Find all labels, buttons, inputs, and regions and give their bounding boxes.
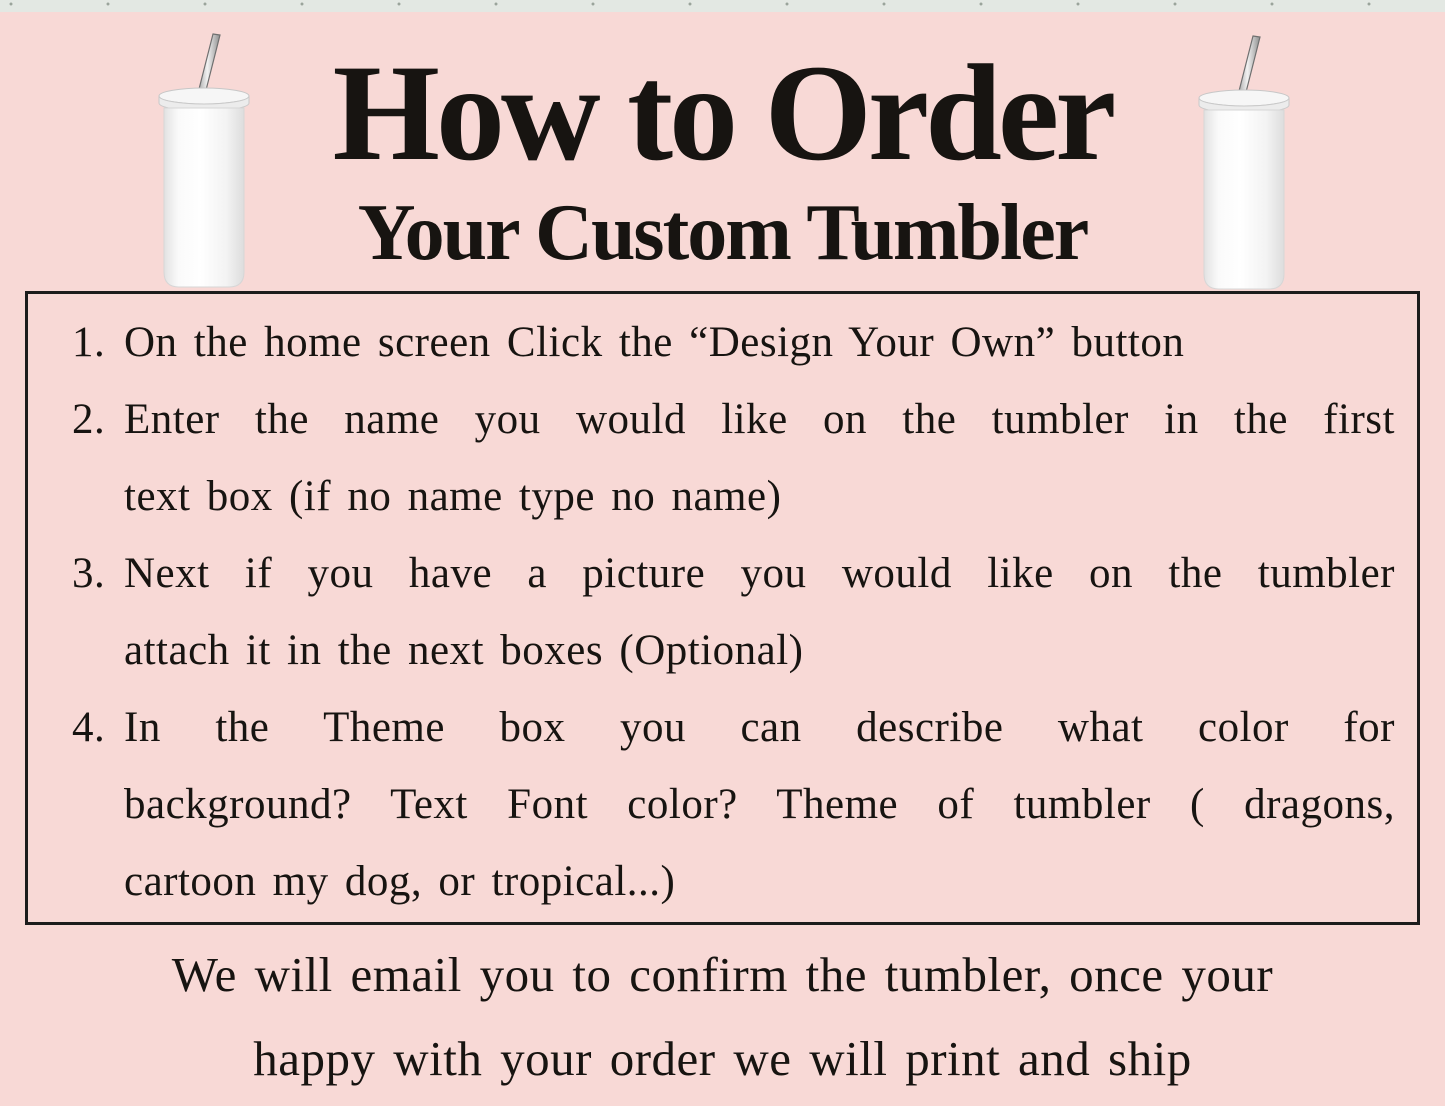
instruction-line: On the home screen Click the “Design Your Own” button xyxy=(124,319,1185,366)
instruction-line: Next if you have a picture you would like on the tumbler xyxy=(124,550,1395,597)
instruction-number: 1. xyxy=(72,319,106,366)
tumbler-body xyxy=(164,108,244,287)
footer-line-1: We will email you to confirm the tumbler, once your xyxy=(171,947,1274,1002)
footer-line-2: happy with your order we will print and ship xyxy=(253,1031,1192,1086)
instruction-line: attach it in the next boxes (Optional) xyxy=(124,627,804,674)
tumbler-icon-left xyxy=(156,32,252,290)
tumbler-icon-right xyxy=(1196,34,1292,292)
instruction-item-4 xyxy=(72,689,1395,920)
footer-note xyxy=(0,933,1445,1101)
tumbler-graphic xyxy=(1196,34,1292,292)
tumbler-graphic xyxy=(156,32,252,290)
tumbler-body xyxy=(1204,110,1284,289)
instruction-line: text box (if no name type no name) xyxy=(124,473,782,520)
instruction-item-1 xyxy=(72,304,1395,381)
instruction-item-2 xyxy=(72,381,1395,535)
instructions-box xyxy=(25,291,1420,925)
header xyxy=(0,0,1445,277)
page-title: How to Order xyxy=(332,36,1113,189)
instruction-line: cartoon my dog, or tropical...) xyxy=(124,858,676,905)
instruction-line: background? Text Font color? Theme of tumbler ( dragons, xyxy=(124,781,1395,828)
instruction-line: Enter the name you would like on the tumbler in the first xyxy=(124,396,1395,443)
instruction-number: 4. xyxy=(72,704,106,751)
instruction-number: 2. xyxy=(72,396,106,443)
instruction-number: 3. xyxy=(72,550,106,597)
page-subtitle: Your Custom Tumbler xyxy=(357,189,1088,277)
instruction-line: In the Theme box you can describe what color for xyxy=(124,704,1395,751)
instruction-item-3 xyxy=(72,535,1395,689)
